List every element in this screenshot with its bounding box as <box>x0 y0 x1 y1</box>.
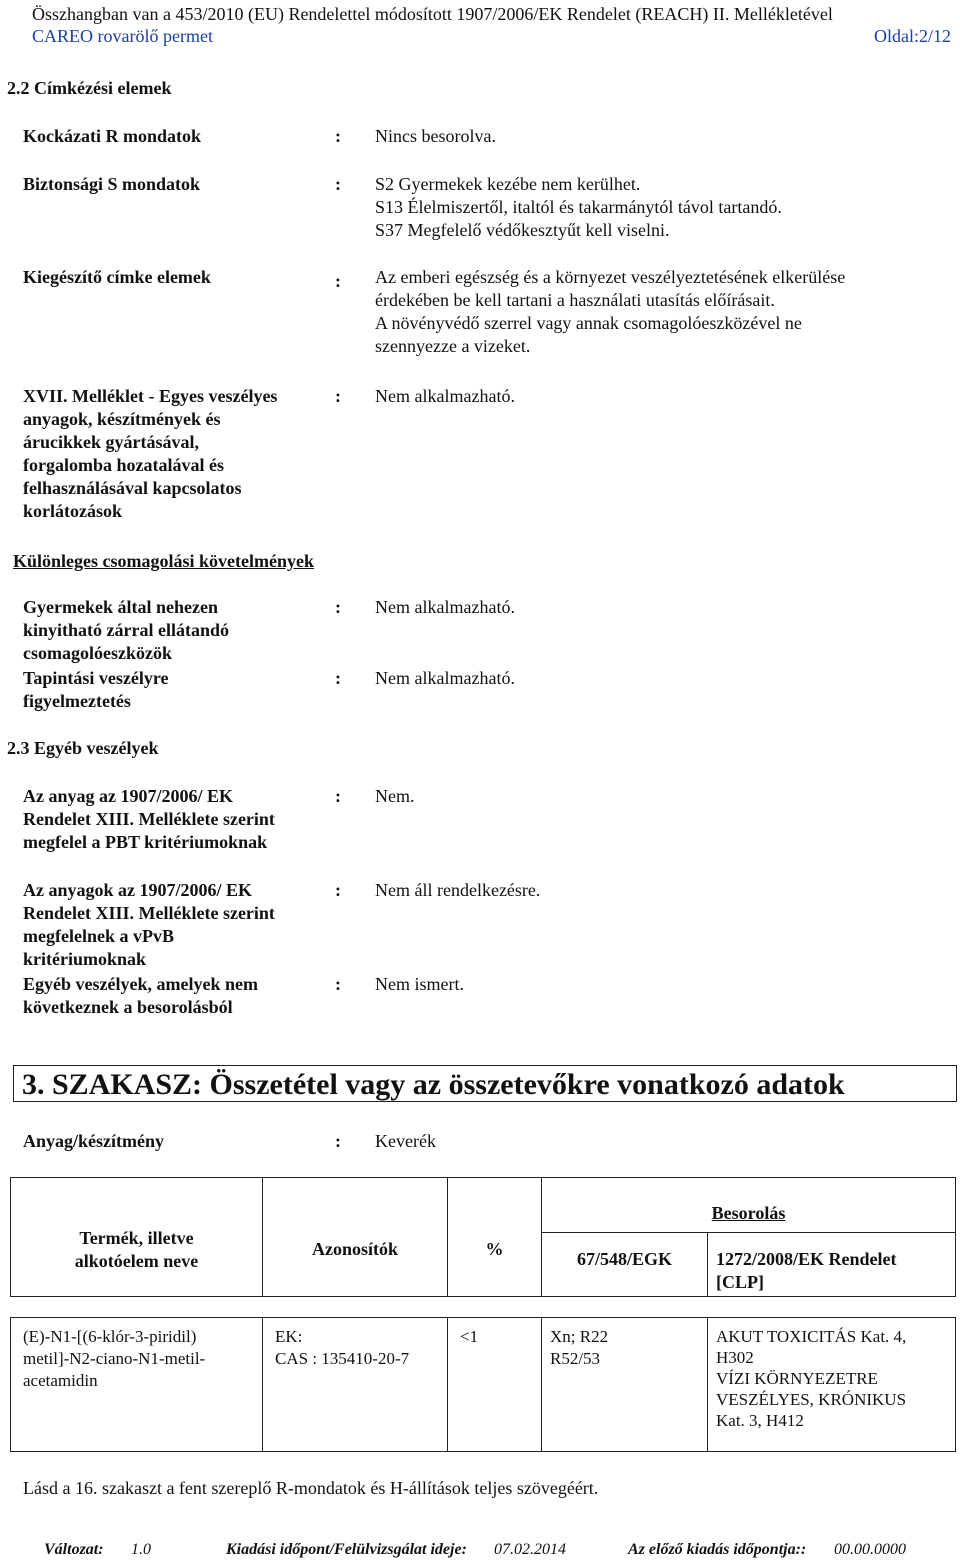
supplemental-line: érdekében be kell tartani a használati utasítás előírásait. <box>375 290 775 310</box>
section-2-2-heading: 2.2 Címkézési elemek <box>7 78 172 98</box>
colon: : <box>335 597 341 617</box>
s-phrase-line: S13 Élelmiszertől, italtól és takarmánytól távol tartandó. <box>375 197 782 217</box>
footer-version-value: 1.0 <box>131 1541 151 1558</box>
footer-version-label: Változat: <box>44 1541 104 1558</box>
see-section-16-note: Lásd a 16. szakaszt a fent szereplő R-mondatok és H-állítások teljes szövegéért. <box>23 1478 599 1498</box>
header-regulation: Összhangban van a 453/2010 (EU) Rendelettel módosított 1907/2006/EK Rendelet (REACH) II. Mellékletével <box>32 4 833 24</box>
r-phrases-label: Kockázati R mondatok <box>23 126 202 146</box>
composition-table <box>10 1177 956 1452</box>
other-hazards-label: Egyéb veszélyek, amelyek nem következnek a besorolásból <box>23 974 258 1017</box>
pbt-label: Az anyag az 1907/2006/ EK Rendelet XIII. Melléklete szerint megfelel a PBT kritériumoknak <box>23 786 275 852</box>
footer-previous-label: Az előző kiadás időpontja:: <box>628 1541 807 1558</box>
colon: : <box>335 174 341 194</box>
colon: : <box>335 386 341 406</box>
supplemental-values <box>375 266 935 358</box>
header-percent: % <box>447 1177 542 1297</box>
colon: : <box>335 880 341 900</box>
header-identifiers: Azonosítók <box>262 1177 448 1297</box>
table-cell-identifiers: EK: CAS : 135410-20-7 <box>262 1317 448 1452</box>
colon: : <box>335 786 341 806</box>
footer-previous-value: 00.00.0000 <box>834 1541 906 1558</box>
substance-mixture-label: Anyag/készítmény <box>23 1131 164 1151</box>
colon: : <box>335 126 341 146</box>
s-phrase-line: S37 Megfelelő védőkesztyűt kell viselni. <box>375 220 670 240</box>
colon: : <box>335 668 341 688</box>
child-resistant-value: Nem alkalmazható. <box>375 597 515 617</box>
footer-issue-value: 07.02.2014 <box>494 1541 566 1558</box>
tactile-warning-value: Nem alkalmazható. <box>375 668 515 688</box>
table-cell-clp: AKUT TOXICITÁS Kat. 4, H302 VÍZI KÖRNYEZETRE VESZÉLYES, KRÓNIKUS Kat. 3, H412 <box>707 1317 956 1452</box>
vpvb-label: Az anyagok az 1907/2006/ EK Rendelet XIII. Melléklete szerint megfelelnek a vPvB kritériumoknak <box>23 880 275 969</box>
section-2-3-heading: 2.3 Egyéb veszélyek <box>7 738 159 758</box>
footer-issue-label: Kiadási időpont/Felülvizsgálat ideje: <box>226 1541 467 1558</box>
table-cell-name: (E)-N1-[(6-klór-3-piridil) metil]-N2-ciano-N1-metil- acetamidin <box>10 1317 263 1452</box>
header-product-name: Termék, illetve alkotóelem neve <box>10 1177 263 1297</box>
s-phrases-values <box>375 173 935 242</box>
vpvb-value: Nem áll rendelkezésre. <box>375 880 541 900</box>
annex-xvii-label: XVII. Melléklet - Egyes veszélyes anyagok, készítmények és árucikkek gyártásával, forgalomba hozatalával és felhasználásával kapcsolatos korlátozások <box>23 386 278 521</box>
pbt-value: Nem. <box>375 786 415 806</box>
annex-xvii-value: Nem alkalmazható. <box>375 386 515 406</box>
other-hazards-value: Nem ismert. <box>375 974 464 994</box>
tactile-warning-label: Tapintási veszélyre figyelmeztetés <box>23 668 169 711</box>
colon: : <box>335 1131 341 1151</box>
supplemental-line: szennyezze a vizeket. <box>375 336 531 356</box>
header-dsd: 67/548/EGK <box>541 1232 708 1297</box>
header-page-number: Oldal:2/12 <box>874 26 951 46</box>
s-phrases-label: Biztonsági S mondatok <box>23 174 201 194</box>
colon: : <box>335 974 341 994</box>
supplemental-line: Az emberi egészség és a környezet veszélyeztetésének elkerülése <box>375 267 846 287</box>
substance-mixture-value: Keverék <box>375 1131 436 1151</box>
s-phrase-line: S2 Gyermekek kezébe nem kerülhet. <box>375 174 641 194</box>
header-product-name: CAREO rovarölő permet <box>32 26 213 46</box>
header-clp: 1272/2008/EK Rendelet [CLP] <box>707 1232 956 1297</box>
r-phrases-value: Nincs besorolva. <box>375 126 496 146</box>
packaging-requirements-title: Különleges csomagolási követelmények <box>13 551 314 571</box>
section-3-title: 3. SZAKASZ: Összetétel vagy az összetevőkre vonatkozó adatok <box>13 1065 957 1102</box>
child-resistant-label: Gyermekek által nehezen kinyitható zárral ellátandó csomagolóeszközök <box>23 597 229 663</box>
supplemental-label: Kiegészítő címke elemek <box>23 267 211 287</box>
header-classification: Besorolás <box>541 1177 956 1233</box>
colon: : <box>335 271 341 291</box>
table-cell-dsd: Xn; R22 R52/53 <box>541 1317 708 1452</box>
supplemental-line: A növényvédő szerrel vagy annak csomagolóeszközével ne <box>375 313 802 333</box>
table-cell-percent: <1 <box>447 1317 542 1452</box>
